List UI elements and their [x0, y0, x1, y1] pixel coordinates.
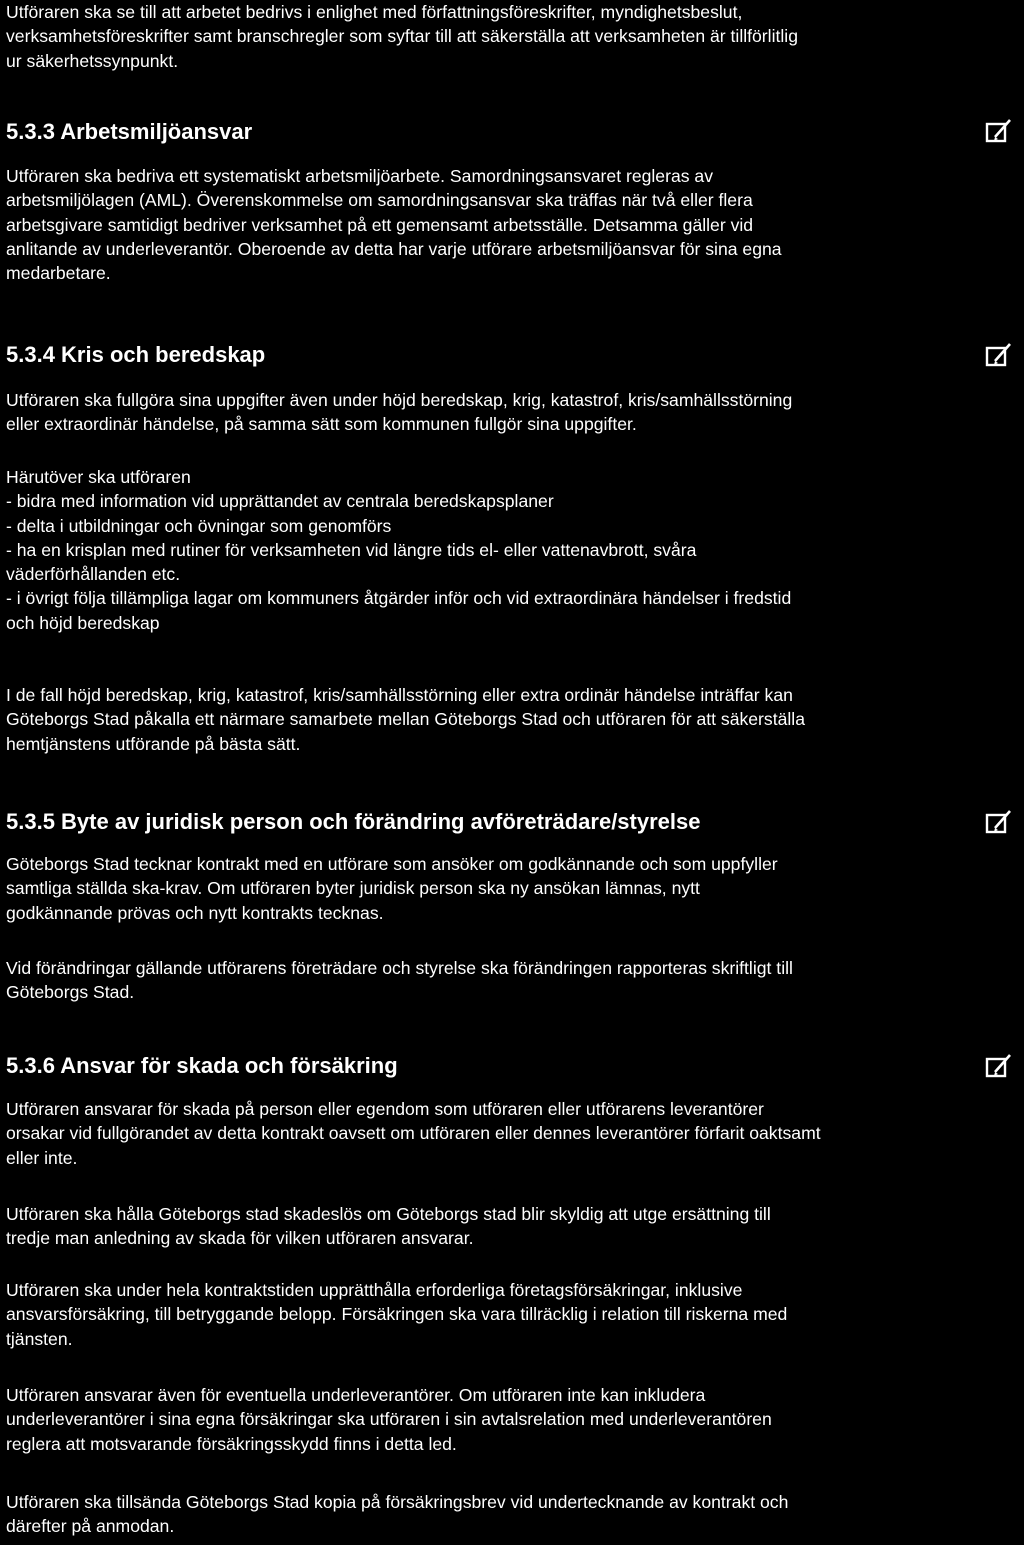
edit-note-icon — [984, 807, 1014, 837]
section-5-3-3-paragraph: Utföraren ska bedriva ett systematiskt arbetsmiljöarbete. Samordningsansvaret regleras av arbetsmiljölagen (AML). Överenskommelse om samordningsansvar ska träffas när två eller flera arbetsgivare samtidigt bedriver verksamhet på ett gemensamt arbetsställe. Detsamma gäller vid anlitande av underleverantör. Oberoende av detta har varje utförare arbetsmiljöansvar för sina egna medarbetare. — [6, 166, 782, 284]
section-heading-5-3-3: 5.3.3 Arbetsmiljöansvar — [6, 119, 253, 144]
intro-paragraph: Utföraren ska se till att arbetet bedrivs i enlighet med författningsföreskrifter, myndighetsbeslut, verksamhetsföreskrifter samt branschregler som syftar till att säkerställa att verksamheten är tillförlitlig ur säkerhetssynpunkt. — [6, 2, 798, 71]
section-5-3-6-paragraph: Utföraren ska hålla Göteborgs stad skadeslös om Göteborgs stad blir skyldig att utge ersättning till tredje man anledning av skada för vilken utföraren ansvarar. — [6, 1204, 771, 1249]
edit-note-icon — [984, 1051, 1014, 1081]
section-5-3-5-paragraph: Vid förändringar gällande utförarens företrädare och styrelse ska förändringen rapporteras skriftligt till Göteborgs Stad. — [6, 958, 793, 1003]
section-5-3-4-paragraph: I de fall höjd beredskap, krig, katastrof, kris/samhällsstörning eller extra ordinär händelse inträffar kan Göteborgs Stad påkalla ett närmare samarbete mellan Göteborgs Stad och utföraren för att säkerställa hemtjänstens utförande på bästa sätt. — [6, 685, 805, 754]
section-heading-5-3-4: 5.3.4 Kris och beredskap — [6, 342, 266, 367]
section-5-3-5-paragraph: Göteborgs Stad tecknar kontrakt med en utförare som ansöker om godkännande och som uppfyller samtliga ställda ska-krav. Om utföraren byter juridisk person ska ny ansökan lämnas, nytt godkännande prövas och nytt kontrakts tecknas. — [6, 854, 778, 923]
edit-note-icon — [984, 116, 1014, 146]
section-heading-5-3-6: 5.3.6 Ansvar för skada och försäkring — [6, 1053, 398, 1078]
section-5-3-6-paragraph: Utföraren ska under hela kontraktstiden upprätthålla erforderliga företagsförsäkringar, inklusive ansvarsförsäkring, till betryggande belopp. Försäkringen ska vara tillräcklig i relation till riskerna med tjänsten. — [6, 1280, 788, 1349]
section-5-3-4-paragraph: Härutöver ska utföraren - bidra med information vid upprättandet av centrala beredskapsplaner - delta i utbildningar och övningar som genomförs - ha en krisplan med rutiner för verksamheten vid längre tids el- eller vattenavbrott, svåra väderförhållanden etc. - i övrigt följa tillämpliga lagar om kommuners åtgärder inför och vid extraordinära händelser i fredstid och höjd beredskap — [6, 467, 792, 633]
section-5-3-6-paragraph: Utföraren ansvarar även för eventuella underleverantörer. Om utföraren inte kan inkludera underleverantörer i sina egna försäkringar ska utföraren i sin avtalsrelation med underleverantören reglera att motsvarande försäkringsskydd finns i detta led. — [6, 1385, 772, 1454]
edit-note-icon — [984, 340, 1014, 370]
section-5-3-6-paragraph: Utföraren ska tillsända Göteborgs Stad kopia på försäkringsbrev vid undertecknande av kontrakt och därefter på anmodan. — [6, 1492, 789, 1537]
section-heading-5-3-5: 5.3.5 Byte av juridisk person och förändring avföreträdare/styrelse — [6, 809, 701, 834]
section-5-3-6-paragraph: Utföraren ansvarar för skada på person eller egendom som utföraren eller utförarens leverantörer orsakar vid fullgörandet av detta kontrakt oavsett om utföraren eller dennes leverantörer förfarit oaktsamt eller inte. — [6, 1099, 821, 1168]
section-5-3-4-paragraph: Utföraren ska fullgöra sina uppgifter även under höjd beredskap, krig, katastrof, kris/samhällsstörning eller extraordinär händelse, på samma sätt som kommunen fullgör sina uppgifter. — [6, 390, 793, 435]
